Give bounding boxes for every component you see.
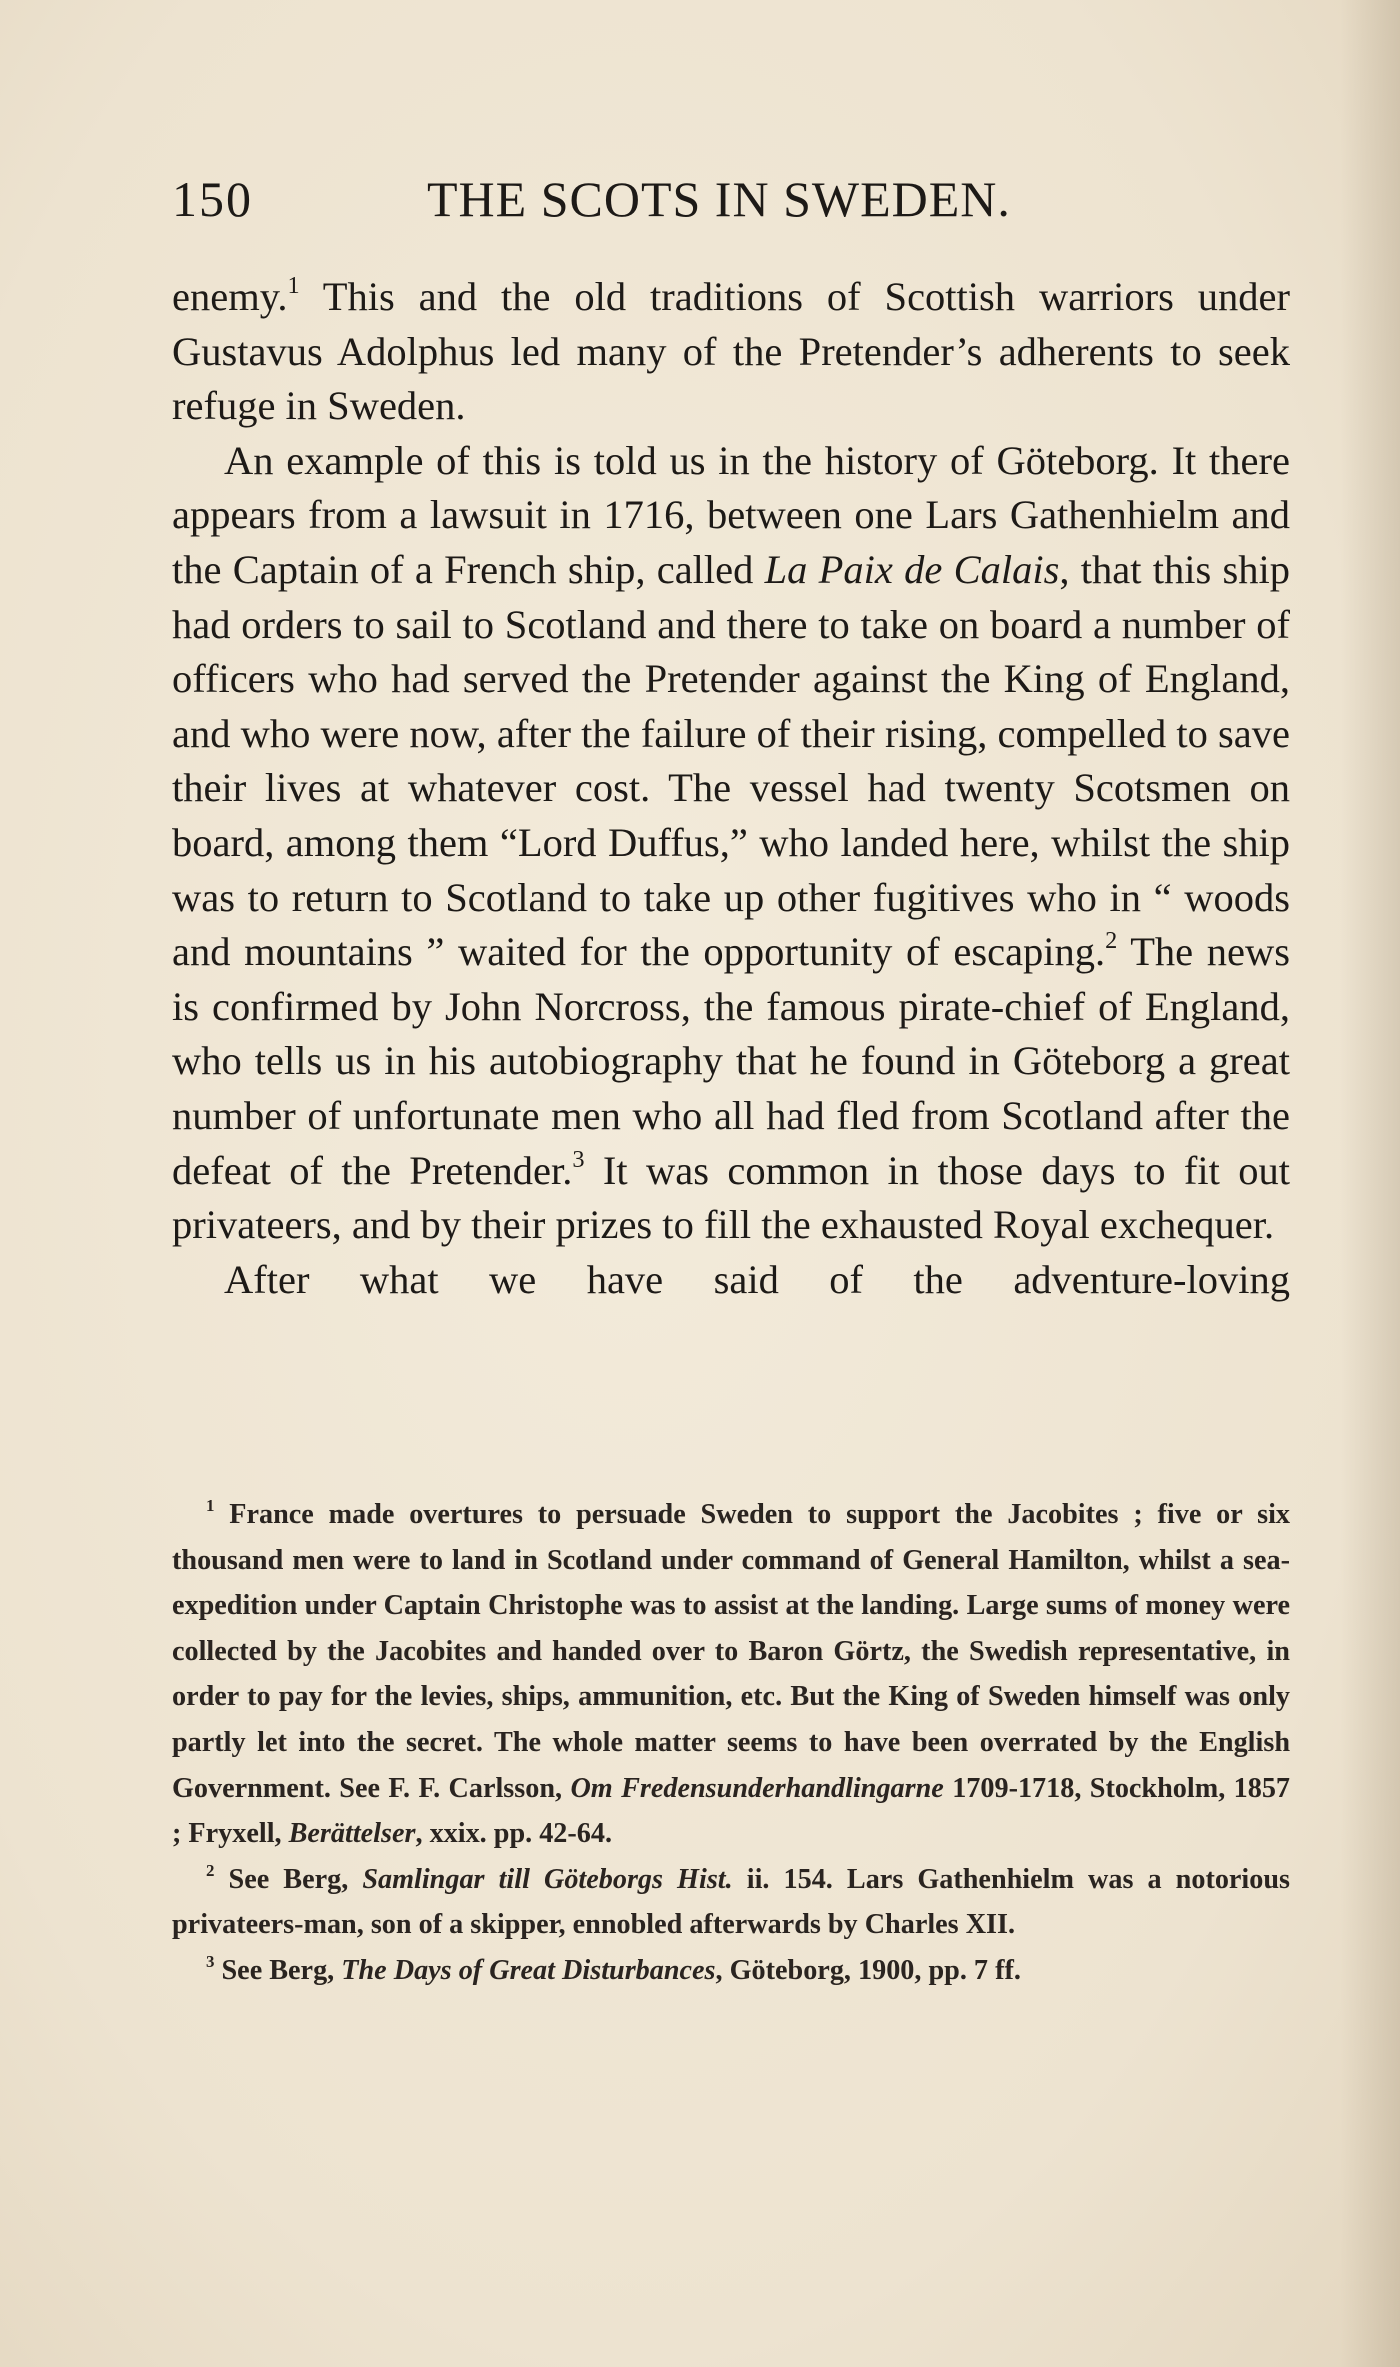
paragraph-2-text-d: It was common in those days to fit out privateers, and by their prizes to fill the exhausted Royal exchequer. — [172, 1147, 1290, 1248]
page-title: THE SCOTS IN SWEDEN. — [427, 171, 1011, 227]
footnote-1-title-1: Om Fredensunderhandlingarne — [570, 1772, 944, 1804]
footnote-1-text-b: 1709-1718, Stockholm, 1857 ; Fryxell, — [172, 1772, 1291, 1850]
paragraph-1 — [172, 270, 1290, 434]
footnote-2-text-b: ii. 154. Lars Gathenhielm was a notorious privateers-man, son of a skipper, ennobled afterwards by Charles XII. — [172, 1863, 1291, 1941]
running-head — [172, 170, 1292, 240]
paragraph-2 — [172, 434, 1290, 1253]
paragraph-1-start: enemy. — [172, 274, 288, 319]
footnote-ref-3: 3 — [572, 1145, 585, 1173]
footnote-3-text-b: , Göteborg, 1900, pp. 7 ff. — [715, 1954, 1021, 1986]
footnote-3 — [172, 1948, 1290, 1994]
footnote-2 — [172, 1857, 1290, 1948]
footnote-2-title: Samlingar till Göteborgs Hist. — [362, 1863, 733, 1895]
page-edge-shadow — [1340, 0, 1400, 2367]
footnote-1-mark: 1 — [206, 1496, 215, 1516]
paragraph-2-text-c: The news is confirmed by John Norcross, the famous pirate-chief of England, who tells us in his autobiography that he found in Göteborg a great number of unfortunate men who all had fled from Scotland after the defeat of the Pretender. — [172, 929, 1290, 1193]
footnote-1-title-2: Berättelser — [288, 1818, 416, 1850]
page-number: 150 — [172, 171, 253, 227]
footnote-ref-2: 2 — [1105, 927, 1118, 955]
paragraph-3: After what we have said of the adventure-loving — [224, 1256, 1290, 1302]
paragraph-2-text-a: An example of this is told us in the history of Göteborg. It there appears from a lawsuit in 1716, between one Lars Gathenhielm and the Captain of a French ship, called — [172, 437, 1290, 592]
footnote-ref-1: 1 — [287, 272, 300, 299]
footnote-1-text-a: France made overtures to persuade Sweden to support the Jacobites ; five or six thousand men were to land in Scotland under command of General Hamilton, whilst a sea-expedition under Captain Christophe was to assist at the landing. Large sums of money were collected by the Jacobites and handed over to Baron Görtz, the Swedish representative, in order to pay for the levies, ships, ammunition, etc. But the King of Sweden himself was only partly let into the secret. The whole matter seems to have been overrated by the English Government. See F. F. Carlsson, — [172, 1499, 1290, 1804]
footnote-1 — [172, 1492, 1290, 1857]
paragraph-1-text: This and the old traditions of Scottish warriors under Gustavus Adolphus led many of the Pretender’s adherents to seek refuge in Sweden. — [172, 274, 1290, 429]
main-text — [172, 270, 1290, 1307]
ship-name: La Paix de Calais — [764, 546, 1060, 592]
footnote-3-title: The Days of Great Disturbances — [341, 1954, 716, 1986]
footnote-1-text-c: , xxix. pp. 42-64. — [415, 1818, 613, 1850]
footnote-2-mark: 2 — [206, 1860, 215, 1880]
paragraph-2-text-b: , that this ship had orders to sail to Scotland and there to take on board a number of officers who had served the Pretender against the King of England, and who were now, after the failure of their rising, compelled to save their lives at whatever cost. The vessel had twenty Scotsmen on board, among them “Lord Duffus,” who landed here, whilst the ship was to return to Scotland to take up other fugitives who in “ woods and mountains ” waited for the opportunity of escaping. — [172, 546, 1291, 975]
footnote-3-text-a: See Berg, — [214, 1954, 342, 1986]
footnotes — [172, 1492, 1290, 1994]
footnote-2-text-a: See Berg, — [214, 1863, 363, 1895]
footnote-3-mark: 3 — [206, 1952, 215, 1972]
